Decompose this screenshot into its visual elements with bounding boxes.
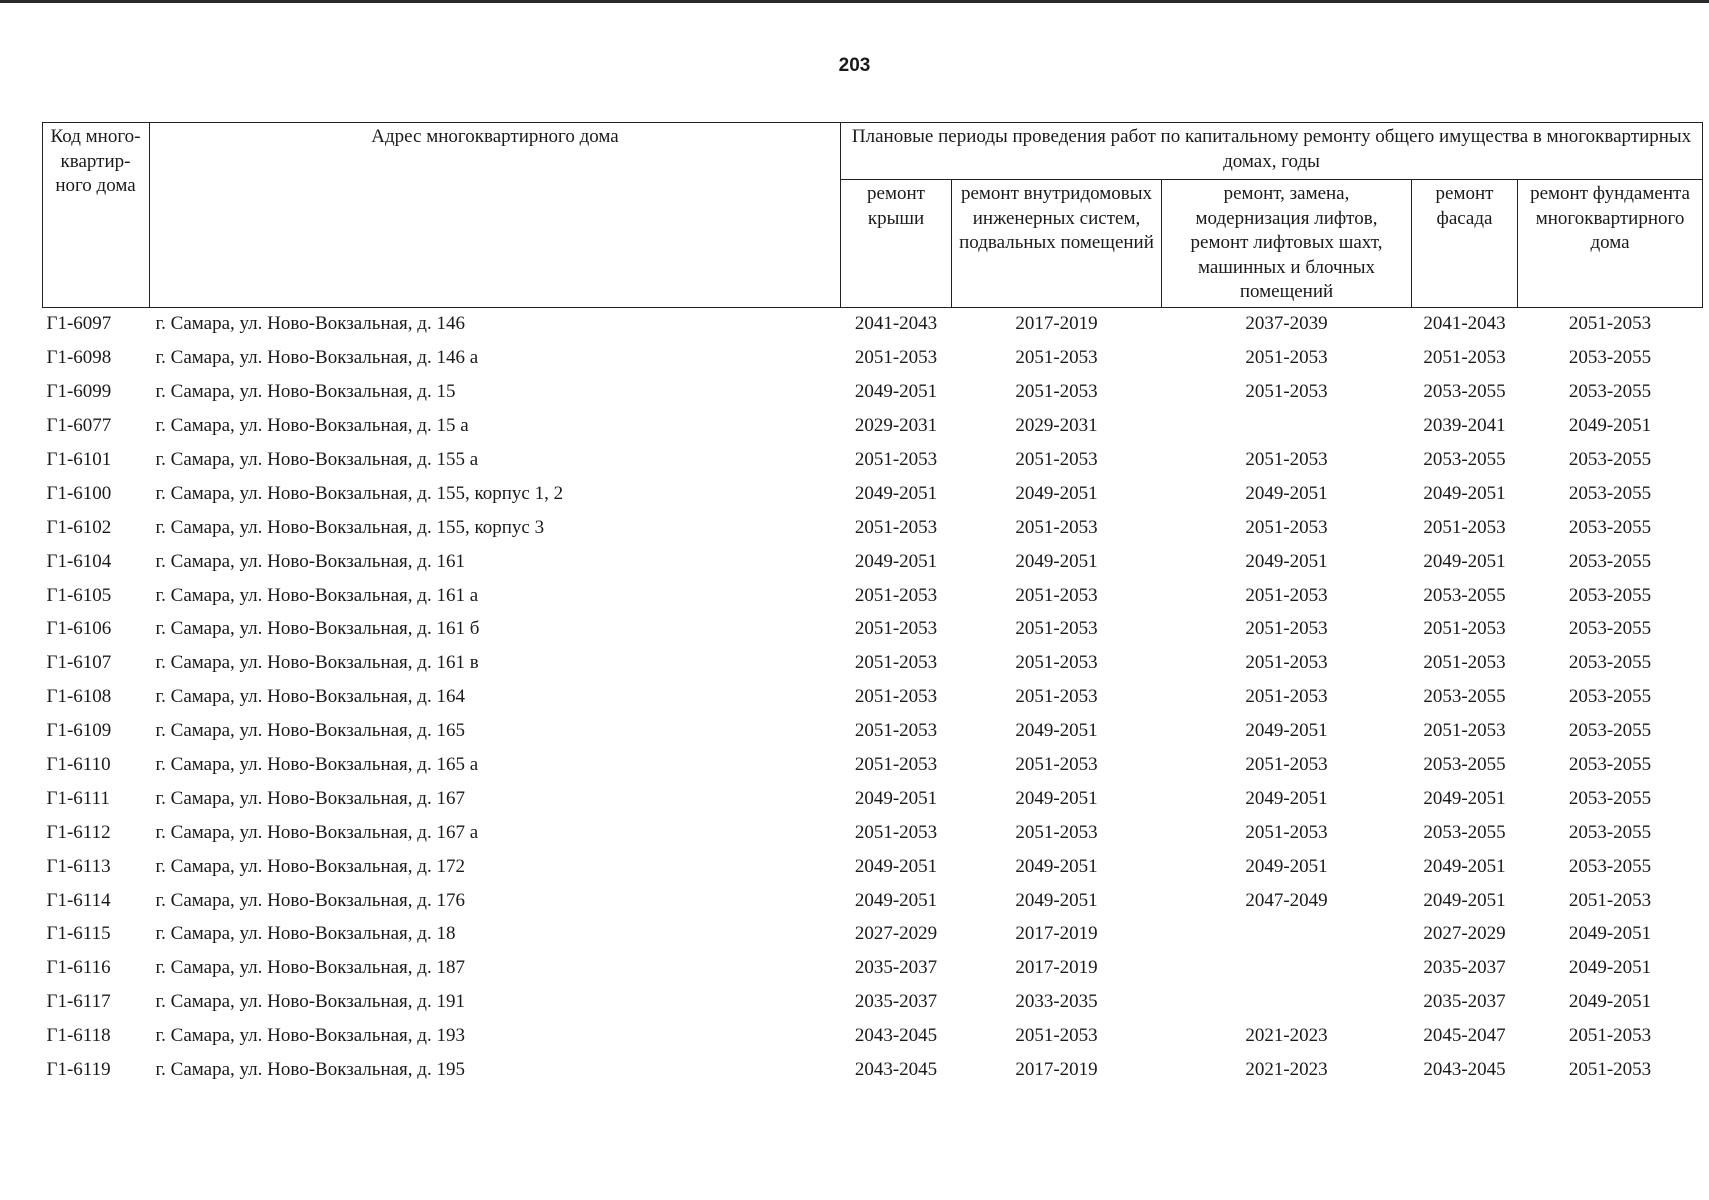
header-code: Код много-квартир-ного дома — [43, 123, 150, 308]
roof-period: 2051-2053 — [854, 347, 938, 369]
facade-period: 2049-2051 — [1423, 855, 1506, 877]
systems-period: 2051-2053 — [1015, 618, 1098, 640]
foundation-period: 2053-2055 — [1568, 449, 1652, 470]
building-address: г. Самара, ул. Ново-Вокзальная, д. 161 а — [155, 584, 479, 606]
table-row — [43, 511, 1703, 545]
systems-period: 2049-2051 — [1015, 855, 1098, 877]
roof-period: 2051-2053 — [854, 449, 938, 470]
systems-period: 2051-2053 — [1015, 821, 1098, 843]
building-address: г. Самара, ул. Ново-Вокзальная, д. 155 а — [155, 449, 479, 470]
facade-period: 2049-2051 — [1423, 889, 1506, 911]
roof-period: 2049-2051 — [854, 889, 938, 911]
lifts-period — [1162, 918, 1412, 952]
foundation-period: 2053-2055 — [1568, 516, 1652, 538]
lifts-period: 2049-2051 — [1245, 787, 1328, 809]
lifts-period: 2049-2051 — [1245, 482, 1328, 504]
building-code: Г1-6113 — [46, 855, 111, 877]
facade-period: 2027-2029 — [1423, 923, 1506, 945]
building-address: г. Самара, ул. Ново-Вокзальная, д. 165 — [155, 720, 465, 742]
lifts-period: 2049-2051 — [1245, 550, 1328, 572]
roof-period: 2051-2053 — [854, 652, 938, 674]
lifts-period: 2037-2039 — [1245, 313, 1328, 335]
building-code: Г1-6108 — [46, 686, 112, 708]
facade-period: 2051-2053 — [1423, 720, 1506, 742]
roof-period: 2051-2053 — [854, 584, 938, 606]
roof-period: 2051-2053 — [854, 754, 938, 776]
building-address: г. Самара, ул. Ново-Вокзальная, д. 176 — [155, 889, 465, 911]
foundation-period: 2053-2055 — [1568, 855, 1652, 877]
facade-period: 2051-2053 — [1423, 516, 1506, 538]
systems-period: 2051-2053 — [1015, 381, 1098, 403]
foundation-period: 2053-2055 — [1568, 584, 1652, 606]
building-address: г. Самара, ул. Ново-Вокзальная, д. 161 — [155, 550, 465, 572]
systems-period: 2051-2053 — [1015, 754, 1098, 776]
top-border-rule — [0, 0, 1709, 3]
roof-period: 2051-2053 — [854, 516, 938, 538]
table-row — [43, 918, 1703, 952]
table-row — [43, 545, 1703, 579]
table-row — [43, 1019, 1703, 1053]
facade-period: 2051-2053 — [1423, 652, 1506, 674]
building-address: г. Самара, ул. Ново-Вокзальная, д. 155, корпус 3 — [155, 516, 545, 538]
building-address: г. Самара, ул. Ново-Вокзальная, д. 18 — [155, 923, 456, 945]
table-row — [43, 850, 1703, 884]
systems-period: 2051-2053 — [1015, 516, 1098, 538]
building-address: г. Самара, ул. Ново-Вокзальная, д. 193 — [155, 1025, 465, 1047]
table-row — [43, 951, 1703, 985]
systems-period: 2049-2051 — [1015, 889, 1098, 911]
roof-period: 2029-2031 — [854, 415, 938, 437]
roof-period: 2049-2051 — [854, 787, 938, 809]
table-row — [43, 579, 1703, 613]
building-address: г. Самара, ул. Ново-Вокзальная, д. 161 б — [155, 618, 480, 640]
foundation-period: 2053-2055 — [1568, 652, 1652, 674]
foundation-period: 2053-2055 — [1568, 482, 1652, 504]
systems-period: 2051-2053 — [1015, 449, 1098, 470]
building-code: Г1-6116 — [46, 957, 111, 979]
building-code: Г1-6077 — [46, 415, 112, 437]
lifts-period: 2049-2051 — [1245, 720, 1328, 742]
foundation-period: 2051-2053 — [1568, 1059, 1652, 1081]
foundation-period: 2051-2053 — [1568, 313, 1652, 335]
facade-period: 2041-2043 — [1423, 313, 1506, 335]
roof-period: 2035-2037 — [854, 991, 938, 1013]
building-code: Г1-6100 — [46, 482, 112, 504]
lifts-period — [1162, 985, 1412, 1019]
roof-period: 2051-2053 — [854, 821, 938, 843]
building-address: г. Самара, ул. Ново-Вокзальная, д. 187 — [155, 957, 465, 979]
building-address: г. Самара, ул. Ново-Вокзальная, д. 167 а — [155, 821, 479, 843]
foundation-period: 2053-2055 — [1568, 618, 1652, 640]
building-address: г. Самара, ул. Ново-Вокзальная, д. 172 — [155, 855, 465, 877]
systems-period: 2049-2051 — [1015, 482, 1098, 504]
roof-period: 2051-2053 — [854, 618, 938, 640]
facade-period: 2049-2051 — [1423, 787, 1506, 809]
building-code: Г1-6097 — [46, 313, 112, 335]
roof-period: 2043-2045 — [854, 1059, 938, 1081]
systems-period: 2051-2053 — [1015, 686, 1098, 708]
table-row — [43, 884, 1703, 918]
foundation-period: 2051-2053 — [1568, 889, 1652, 911]
roof-period: 2049-2051 — [854, 381, 938, 403]
foundation-period: 2049-2051 — [1568, 957, 1652, 979]
building-address: г. Самара, ул. Ново-Вокзальная, д. 146 — [155, 313, 465, 335]
building-address: г. Самара, ул. Ново-Вокзальная, д. 164 — [155, 686, 465, 708]
table-body — [43, 307, 1703, 1087]
lifts-period: 2051-2053 — [1245, 652, 1328, 674]
building-code: Г1-6115 — [46, 923, 111, 945]
lifts-period: 2051-2053 — [1245, 347, 1328, 369]
header-roof: ремонт крыши — [841, 180, 952, 308]
building-code: Г1-6114 — [46, 889, 111, 911]
building-code: Г1-6106 — [46, 618, 112, 640]
foundation-period: 2053-2055 — [1568, 686, 1652, 708]
facade-period: 2053-2055 — [1423, 686, 1506, 708]
table-row — [43, 477, 1703, 511]
lifts-period: 2051-2053 — [1245, 618, 1328, 640]
systems-period: 2051-2053 — [1015, 1025, 1098, 1047]
building-address: г. Самара, ул. Ново-Вокзальная, д. 167 — [155, 787, 465, 809]
systems-period: 2051-2053 — [1015, 652, 1098, 674]
roof-period: 2051-2053 — [854, 686, 938, 708]
facade-period: 2049-2051 — [1423, 550, 1506, 572]
table-row — [43, 613, 1703, 647]
lifts-period: 2051-2053 — [1245, 821, 1328, 843]
systems-period: 2049-2051 — [1015, 787, 1098, 809]
building-code: Г1-6111 — [46, 787, 110, 809]
building-address: г. Самара, ул. Ново-Вокзальная, д. 146 а — [155, 347, 479, 369]
table-row — [43, 748, 1703, 782]
lifts-period: 2021-2023 — [1245, 1059, 1328, 1081]
table-row — [43, 443, 1703, 477]
systems-period: 2017-2019 — [1015, 1059, 1098, 1081]
foundation-period: 2049-2051 — [1568, 415, 1652, 437]
building-code: Г1-6098 — [46, 347, 112, 369]
page-number: 203 — [838, 55, 871, 76]
lifts-period: 2051-2053 — [1245, 686, 1328, 708]
foundation-period: 2051-2053 — [1568, 1025, 1652, 1047]
lifts-period: 2051-2053 — [1245, 449, 1328, 470]
foundation-period: 2049-2051 — [1568, 991, 1652, 1013]
header-facade: ремонт фасада — [1412, 180, 1518, 308]
facade-period: 2051-2053 — [1423, 618, 1506, 640]
header-systems: ремонт внутридомовых инженерных систем, подвальных помещений — [952, 180, 1162, 308]
facade-period: 2049-2051 — [1423, 482, 1506, 504]
facade-period: 2053-2055 — [1423, 821, 1506, 843]
facade-period: 2035-2037 — [1423, 991, 1506, 1013]
building-address: г. Самара, ул. Ново-Вокзальная, д. 161 в — [155, 652, 479, 674]
header-address: Адрес многоквартирного дома — [150, 123, 841, 308]
facade-period: 2043-2045 — [1423, 1059, 1506, 1081]
building-code: Г1-6101 — [46, 449, 112, 470]
lifts-period: 2051-2053 — [1245, 381, 1328, 403]
table-row — [43, 714, 1703, 748]
facade-period: 2053-2055 — [1423, 381, 1506, 403]
header-foundation: ремонт фундамента многоквартирного дома — [1518, 180, 1703, 308]
facade-period: 2053-2055 — [1423, 449, 1506, 470]
systems-period: 2049-2051 — [1015, 550, 1098, 572]
building-address: г. Самара, ул. Ново-Вокзальная, д. 195 — [155, 1059, 465, 1081]
foundation-period: 2049-2051 — [1568, 923, 1652, 945]
facade-period: 2045-2047 — [1423, 1025, 1506, 1047]
roof-period: 2041-2043 — [854, 313, 938, 335]
building-code: Г1-6104 — [46, 550, 112, 572]
systems-period: 2017-2019 — [1015, 957, 1098, 979]
foundation-period: 2053-2055 — [1568, 720, 1652, 742]
table-row — [43, 680, 1703, 714]
header-planned-periods: Плановые периоды проведения работ по капитальному ремонту общего имущества в многоквартирных домах, годы — [841, 123, 1703, 180]
lifts-period: 2021-2023 — [1245, 1025, 1328, 1047]
foundation-period: 2053-2055 — [1568, 381, 1652, 403]
systems-period: 2033-2035 — [1015, 991, 1098, 1013]
foundation-period: 2053-2055 — [1568, 347, 1652, 369]
table-row — [43, 782, 1703, 816]
building-code: Г1-6105 — [46, 584, 112, 606]
facade-period: 2051-2053 — [1423, 347, 1506, 369]
lifts-period: 2049-2051 — [1245, 855, 1328, 877]
building-code: Г1-6118 — [46, 1025, 111, 1047]
building-address: г. Самара, ул. Ново-Вокзальная, д. 165 а — [155, 754, 479, 776]
building-address: г. Самара, ул. Ново-Вокзальная, д. 15 а — [155, 415, 469, 437]
foundation-period: 2053-2055 — [1568, 754, 1652, 776]
table-row — [43, 816, 1703, 850]
building-address: г. Самара, ул. Ново-Вокзальная, д. 15 — [155, 381, 456, 403]
building-address: г. Самара, ул. Ново-Вокзальная, д. 191 — [155, 991, 465, 1013]
lifts-period: 2051-2053 — [1245, 516, 1328, 538]
building-code: Г1-6109 — [46, 720, 112, 742]
systems-period: 2051-2053 — [1015, 584, 1098, 606]
header-lifts: ремонт, замена, модернизация лифтов, ремонт лифтовых шахт, машинных и блочных помещений — [1162, 180, 1412, 308]
lifts-period — [1162, 409, 1412, 443]
table-row — [43, 307, 1703, 341]
facade-period: 2039-2041 — [1423, 415, 1506, 437]
foundation-period: 2053-2055 — [1568, 787, 1652, 809]
building-code: Г1-6107 — [46, 652, 112, 674]
roof-period: 2035-2037 — [854, 957, 938, 979]
lifts-period: 2051-2053 — [1245, 584, 1328, 606]
building-address: г. Самара, ул. Ново-Вокзальная, д. 155, корпус 1, 2 — [155, 482, 564, 504]
table-row — [43, 341, 1703, 375]
repair-schedule-table — [42, 122, 1703, 1087]
roof-period: 2049-2051 — [854, 855, 938, 877]
roof-period: 2051-2053 — [854, 720, 938, 742]
systems-period: 2029-2031 — [1015, 415, 1098, 437]
lifts-period: 2051-2053 — [1245, 754, 1328, 776]
building-code: Г1-6119 — [46, 1059, 111, 1081]
roof-period: 2049-2051 — [854, 550, 938, 572]
systems-period: 2017-2019 — [1015, 923, 1098, 945]
table-row — [43, 646, 1703, 680]
roof-period: 2043-2045 — [854, 1025, 938, 1047]
table-row — [43, 409, 1703, 443]
foundation-period: 2053-2055 — [1568, 821, 1652, 843]
table-row — [43, 1053, 1703, 1087]
building-code: Г1-6117 — [46, 991, 111, 1013]
facade-period: 2035-2037 — [1423, 957, 1506, 979]
building-code: Г1-6099 — [46, 381, 112, 403]
systems-period: 2051-2053 — [1015, 347, 1098, 369]
roof-period: 2027-2029 — [854, 923, 938, 945]
foundation-period: 2053-2055 — [1568, 550, 1652, 572]
facade-period: 2053-2055 — [1423, 584, 1506, 606]
table-row — [43, 375, 1703, 409]
lifts-period — [1162, 951, 1412, 985]
table-header — [43, 123, 1703, 308]
roof-period: 2049-2051 — [854, 482, 938, 504]
systems-period: 2049-2051 — [1015, 720, 1098, 742]
facade-period: 2053-2055 — [1423, 754, 1506, 776]
lifts-period: 2047-2049 — [1245, 889, 1328, 911]
building-code: Г1-6112 — [46, 821, 111, 843]
building-code: Г1-6102 — [46, 516, 112, 538]
building-code: Г1-6110 — [46, 754, 111, 776]
systems-period: 2017-2019 — [1015, 313, 1098, 335]
table-row — [43, 985, 1703, 1019]
